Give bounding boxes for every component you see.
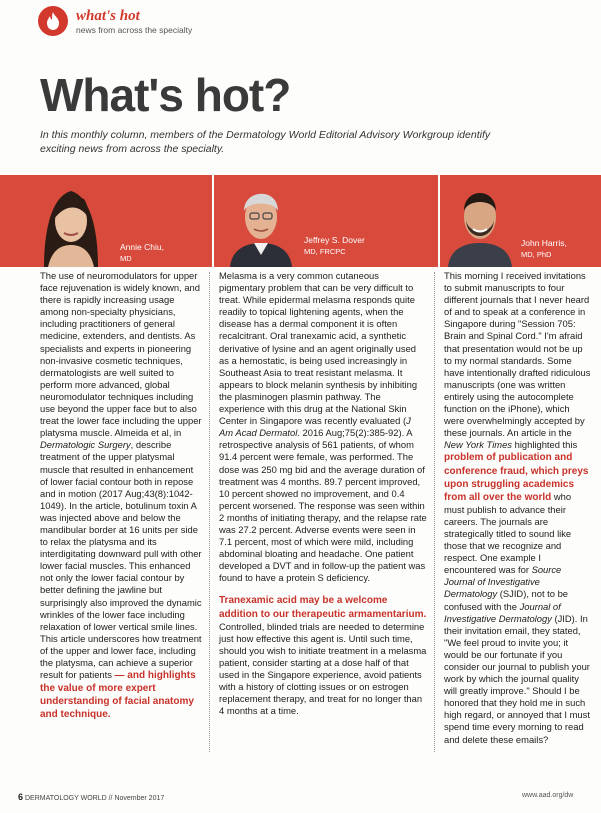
author-credentials: MD, FRCPC [304, 247, 346, 256]
author-photo-dover [226, 175, 296, 267]
author-byline-chiu [120, 242, 164, 264]
author-photo-chiu [30, 175, 112, 267]
author-credentials: MD, PhD [521, 250, 552, 259]
intro-text: In this monthly column, members of the Dermatology World Editorial Advisory Workgroup identify exciting news from across the specialty. [40, 129, 491, 155]
issue-date: // November 2017 [108, 795, 165, 802]
section-logo [38, 6, 68, 36]
column-harris [444, 270, 592, 746]
author-name: Annie Chiu, [120, 242, 164, 252]
column-dover [219, 270, 427, 717]
article-body: This morning I received invitations to submit manuscripts to four different journals that I never heard of and to speak at a conference in Singapore during "Session 705: Brain and Spinal Cord." I'm afraid that presentation would not be up to my normal standards. Some have intentionally drafted ridiculous manuscripts (one was written entirely using the autocomplete function on the iPhone), which were overwhelmingly accepted by these journals. An article in the New York Times highlighted this problem of publication and conference fraud, which preys upon struggling academics from all over the world who must publish to advance their careers. The journals are strategically titled to sound like those that we recognize and respect. One example I encountered was for Source Journal of Investigative Dermatology (SJID), not to be confused with the Journal of Investigative Dermatology (JID). In their invitation email, they stated, "We feel proud to invite you; it would be our fortunate if you consider our journal to publish your work by which the journal quality will greatly improve." Should I be honored that they hold me in such high regard, or annoyed that I must spend time every morning to read and delete these emails? [444, 270, 591, 745]
author-photo-harris [446, 175, 514, 267]
author-name: John Harris, [521, 238, 567, 248]
highlight-quote: Tranexamic acid may be a welcome addition to our therapeutic armamentarium. [219, 595, 427, 620]
column-chiu [40, 270, 202, 721]
column-divider [434, 272, 435, 752]
author-name: Jeffrey S. Dover [304, 235, 365, 245]
author-byline-dover [304, 235, 365, 257]
footer-url: www.aad.org/dw [522, 792, 574, 799]
section-title: what's hot [76, 8, 140, 24]
page-title: What's hot? [40, 69, 291, 121]
author-credentials: MD [120, 254, 132, 263]
author-byline-harris [521, 238, 567, 260]
article-body: The use of neuromodulators for upper face rejuvenation is widely known, and there is rapidly increasing usage among non-specialty physicians, including practitioners of general medicine, extenders, and dentists. As specialists and experts in pioneering non-invasive cosmetic techniques, dermatologists are well suited to perform more advanced, global neuromodulator techniques including use beyond the upper face but to also treat the lower face including the upper platysma muscle. Almeida et al, in Dermatologic Surgery, describe treatment of the upper platysmal muscle that resulted in enhancement of lower facial contour both in repose and in motion (2017 Aug;43(8):1042-1049). In the article, botulinum toxin A was injected above and below the mandibular border at 16 units per side to relax the platysma and its interdigitating downward pull with other lower facial muscles. This enhanced not only the lower facial contour by better defining the jawline but surprisingly also improved the dynamic wrinkles of the lower face including relaxation of lower vertical smile lines. This article underscores how treatment of the upper and lower face, including the platysma, can achieve a superior result for patients — and highlights the value of more expert understanding of facial anatomy and technique. [40, 270, 202, 721]
article-body: Tranexamic acid may be a welcome addition to our therapeutic armamentarium. Controlled, blinded trials are needed to determine just how effective this agent is. Until such time, should you wish to initiate treatment in a melasma patient, consider starting at a dose half of that used in the Singapore experience, avoid patients with a history of clotting issues or on estrogen replacement therapy, and treat for no longer than 4 months at a time. [219, 595, 427, 717]
publication-name: DERMATOLOGY WORLD [24, 795, 107, 802]
column-divider [209, 272, 210, 752]
highlight-quote: — and highlights the value of more expert understanding of facial anatomy and technique. [40, 670, 196, 721]
section-subtitle: news from across the specialty [76, 25, 193, 35]
flame-icon [45, 11, 61, 31]
article-body: Melasma is a very common cutaneous pigmentary problem that can be very difficult to treat. While epidermal melasma responds quite readily to topical lightening agents, when the disease has a dermal component it is often recalcitrant. Oral tranexamic acid, a synthetic derivative of lysine and an agent originally used as a hemostatic, is being used increasingly in Southeast Asia to treat resistant melasma. It appears to block melanin synthesis by inhibiting the plasminogen plasmin pathway. The experience with this drug at the National Skin Center in Singapore was recently evaluated (J Am Acad Dermatol. 2016 Aug;75(2):385-92). A retrospective analysis of 561 patients, of whom 91.4 percent were female, was performed. The dose was 250 mg bid and the average duration of treatment was 4 months. 89.7 percent improved, 10 percent showed no improvement, and 0.4 percent worsened. The response was seen within 2 months of initiating therapy, and the relapse rate was 27.2 percent. Adverse events were seen in 7.1 percent, most of which were mild, including abdominal bloating and headache. One patient developed a DVT and in follow-up the patient was found to have a protein S deficiency. [219, 270, 427, 584]
highlight-quote: problem of publication and conference fraud, which preys upon struggling academics from all over the world [444, 452, 589, 503]
footer-publication [18, 792, 164, 802]
page-number: 6 [18, 792, 24, 802]
